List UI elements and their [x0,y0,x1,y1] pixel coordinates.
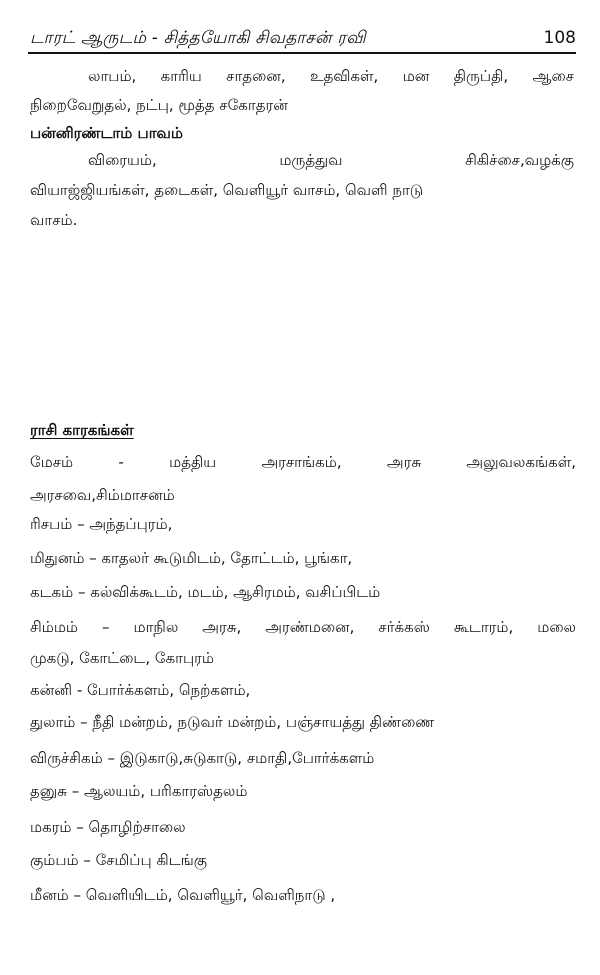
rasi-line: துலாம் – நீதி மன்றம், நடுவர் மன்றம், பஞ்சாயத்து திண்ணை [30,713,435,731]
rasi-line: விருச்சிகம் – இடுகாடு,சுடுகாடு, சமாதி,போர்க்களம் [30,749,375,767]
rasi-line: மேசம் - மத்திய அரசாங்கம், அரசு அலுவலகங்கள், [30,453,576,471]
rasi-line: சிம்மம் – மாநில அரசு, அரண்மனை, சர்க்கஸ் கூடாரம், மலை [30,618,576,636]
header-rule [28,52,576,54]
rasi-line: முகடு, கோட்டை, கோபுரம் [30,649,214,667]
twelfth-house-heading: பன்னிரண்டாம் பாவம் [30,124,183,142]
rasi-line: மீனம் – வெளியிடம், வெளியூர், வெளிநாடு , [30,886,336,904]
page-number: 108 [543,28,576,48]
eleventh-house-line-2: நிறைவேறுதல், நட்பு, மூத்த சகோதரன் [30,96,288,114]
rasi-line: ரிசபம் – அந்தப்புரம், [30,515,173,533]
rasi-line: மகரம் – தொழிற்சாலை [30,818,186,836]
twelfth-house-line-2: வியாஜ்ஜியங்கள், தடைகள், வெளியூர் வாசம், வெளி நாடு [30,181,424,199]
twelfth-house-line-1: விரையம், மருத்துவ சிகிச்சை,வழக்கு [88,151,574,169]
rasi-line: அரசவை,சிம்மாசனம் [30,486,175,504]
rasi-line: கன்னி - போர்க்களம், நெற்களம், [30,681,251,699]
header-title: டாரட் ஆருடம் - சித்தயோகி சிவதாசன் ரவி [30,28,366,48]
twelfth-house-line-3: வாசம். [30,211,78,229]
eleventh-house-line-1: லாபம், காரிய சாதனை, உதவிகள், மன திருப்தி, ஆசை [88,67,574,85]
rasi-line: கும்பம் – சேமிப்பு கிடங்கு [30,851,208,869]
rasi-line: மிதுனம் – காதலர் கூடுமிடம், தோட்டம், பூங்கா, [30,549,353,567]
rasi-heading: ராசி காரகங்கள் [30,421,134,439]
rasi-line: தனுசு – ஆலயம், பரிகாரஸ்தலம் [30,782,248,800]
rasi-line: கடகம் – கல்விக்கூடம், மடம், ஆசிரமம், வசிப்பிடம் [30,583,381,601]
